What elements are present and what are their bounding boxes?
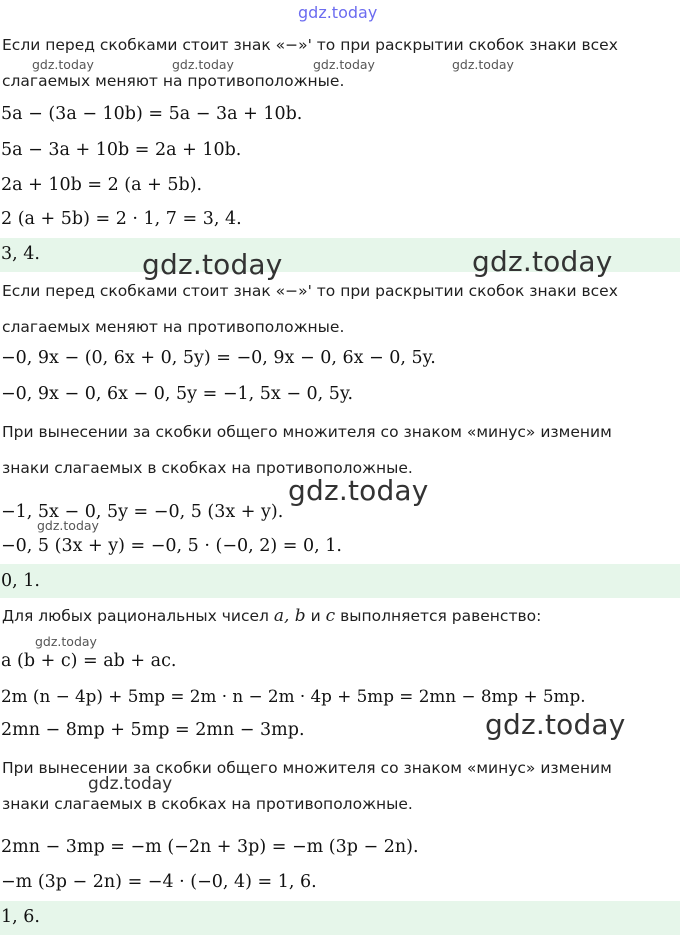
- watermark-large: gdz.today: [485, 708, 626, 741]
- rule-variable: c: [325, 606, 336, 626]
- equation-step: 2a + 10b = 2 (a + 5b).: [1, 175, 203, 195]
- equation-step: 2mn − 3mp = −m (−2n + 3p) = −m (3p − 2n).: [1, 837, 419, 857]
- answer: 3, 4.: [1, 244, 40, 264]
- equation-step: −0, 5 (3x + y) = −0, 5 · (−0, 2) = 0, 1.: [1, 536, 342, 556]
- equation-step: −0, 9x − 0, 6x − 0, 5y = −1, 5x − 0, 5y.: [1, 384, 354, 404]
- watermark-large: gdz.today: [288, 474, 429, 507]
- rule-variables: a, b: [273, 606, 306, 626]
- watermark-top: gdz.today: [298, 3, 378, 22]
- answer: 1, 6.: [1, 907, 40, 927]
- rule-line: знаки слагаемых в скобках на противоположные.: [2, 795, 413, 813]
- rule-line: При вынесении за скобки общего множителя со знаком «минус» изменим: [2, 759, 612, 777]
- watermark-small: gdz.today: [32, 57, 94, 72]
- rule-line: Если перед скобками стоит знак «−»' то при раскрытии скобок знаки всех: [2, 36, 618, 54]
- answer-band: [0, 901, 680, 935]
- equation-step: 2 (a + 5b) = 2 · 1, 7 = 3, 4.: [1, 209, 242, 229]
- equation-step: −1, 5x − 0, 5y = −0, 5 (3x + y).: [1, 502, 284, 522]
- watermark-large: gdz.today: [142, 248, 283, 281]
- rule-line: слагаемых меняют на противоположные.: [2, 72, 345, 90]
- rule-line: знаки слагаемых в скобках на противоположные.: [2, 459, 413, 477]
- rule-line: слагаемых меняют на противоположные.: [2, 318, 345, 336]
- watermark-small: gdz.today: [35, 634, 97, 649]
- rule-line: [2, 606, 541, 626]
- watermark-medium: gdz.today: [88, 774, 173, 794]
- rule-text: и: [310, 607, 321, 625]
- equation-step: −0, 9x − (0, 6x + 0, 5y) = −0, 9x − 0, 6x − 0, 5y.: [1, 348, 436, 368]
- rule-line: При вынесении за скобки общего множителя со знаком «минус» изменим: [2, 423, 612, 441]
- watermark-small: gdz.today: [37, 518, 99, 533]
- equation-step: −m (3p − 2n) = −4 · (−0, 4) = 1, 6.: [1, 872, 317, 892]
- equation-step: 2m (n − 4p) + 5mp = 2m · n − 2m · 4p + 5mp = 2mn − 8mp + 5mp.: [1, 686, 586, 706]
- watermark-small: gdz.today: [452, 57, 514, 72]
- watermark-small: gdz.today: [172, 57, 234, 72]
- answer-band: [0, 564, 680, 598]
- watermark-large: gdz.today: [472, 245, 613, 278]
- rule-line: Если перед скобками стоит знак «−»' то при раскрытии скобок знаки всех: [2, 282, 618, 300]
- equation-step: 5a − 3a + 10b = 2a + 10b.: [1, 140, 242, 160]
- rule-text: Для любых рациональных чисел: [2, 607, 269, 625]
- equation-step: 2mn − 8mp + 5mp = 2mn − 3mp.: [1, 720, 305, 740]
- answer: 0, 1.: [1, 571, 40, 591]
- rule-text: выполняется равенство:: [340, 607, 542, 625]
- equation-step: a (b + c) = ab + ac.: [1, 651, 177, 671]
- watermark-small: gdz.today: [313, 57, 375, 72]
- equation-step: 5a − (3a − 10b) = 5a − 3a + 10b.: [1, 104, 303, 124]
